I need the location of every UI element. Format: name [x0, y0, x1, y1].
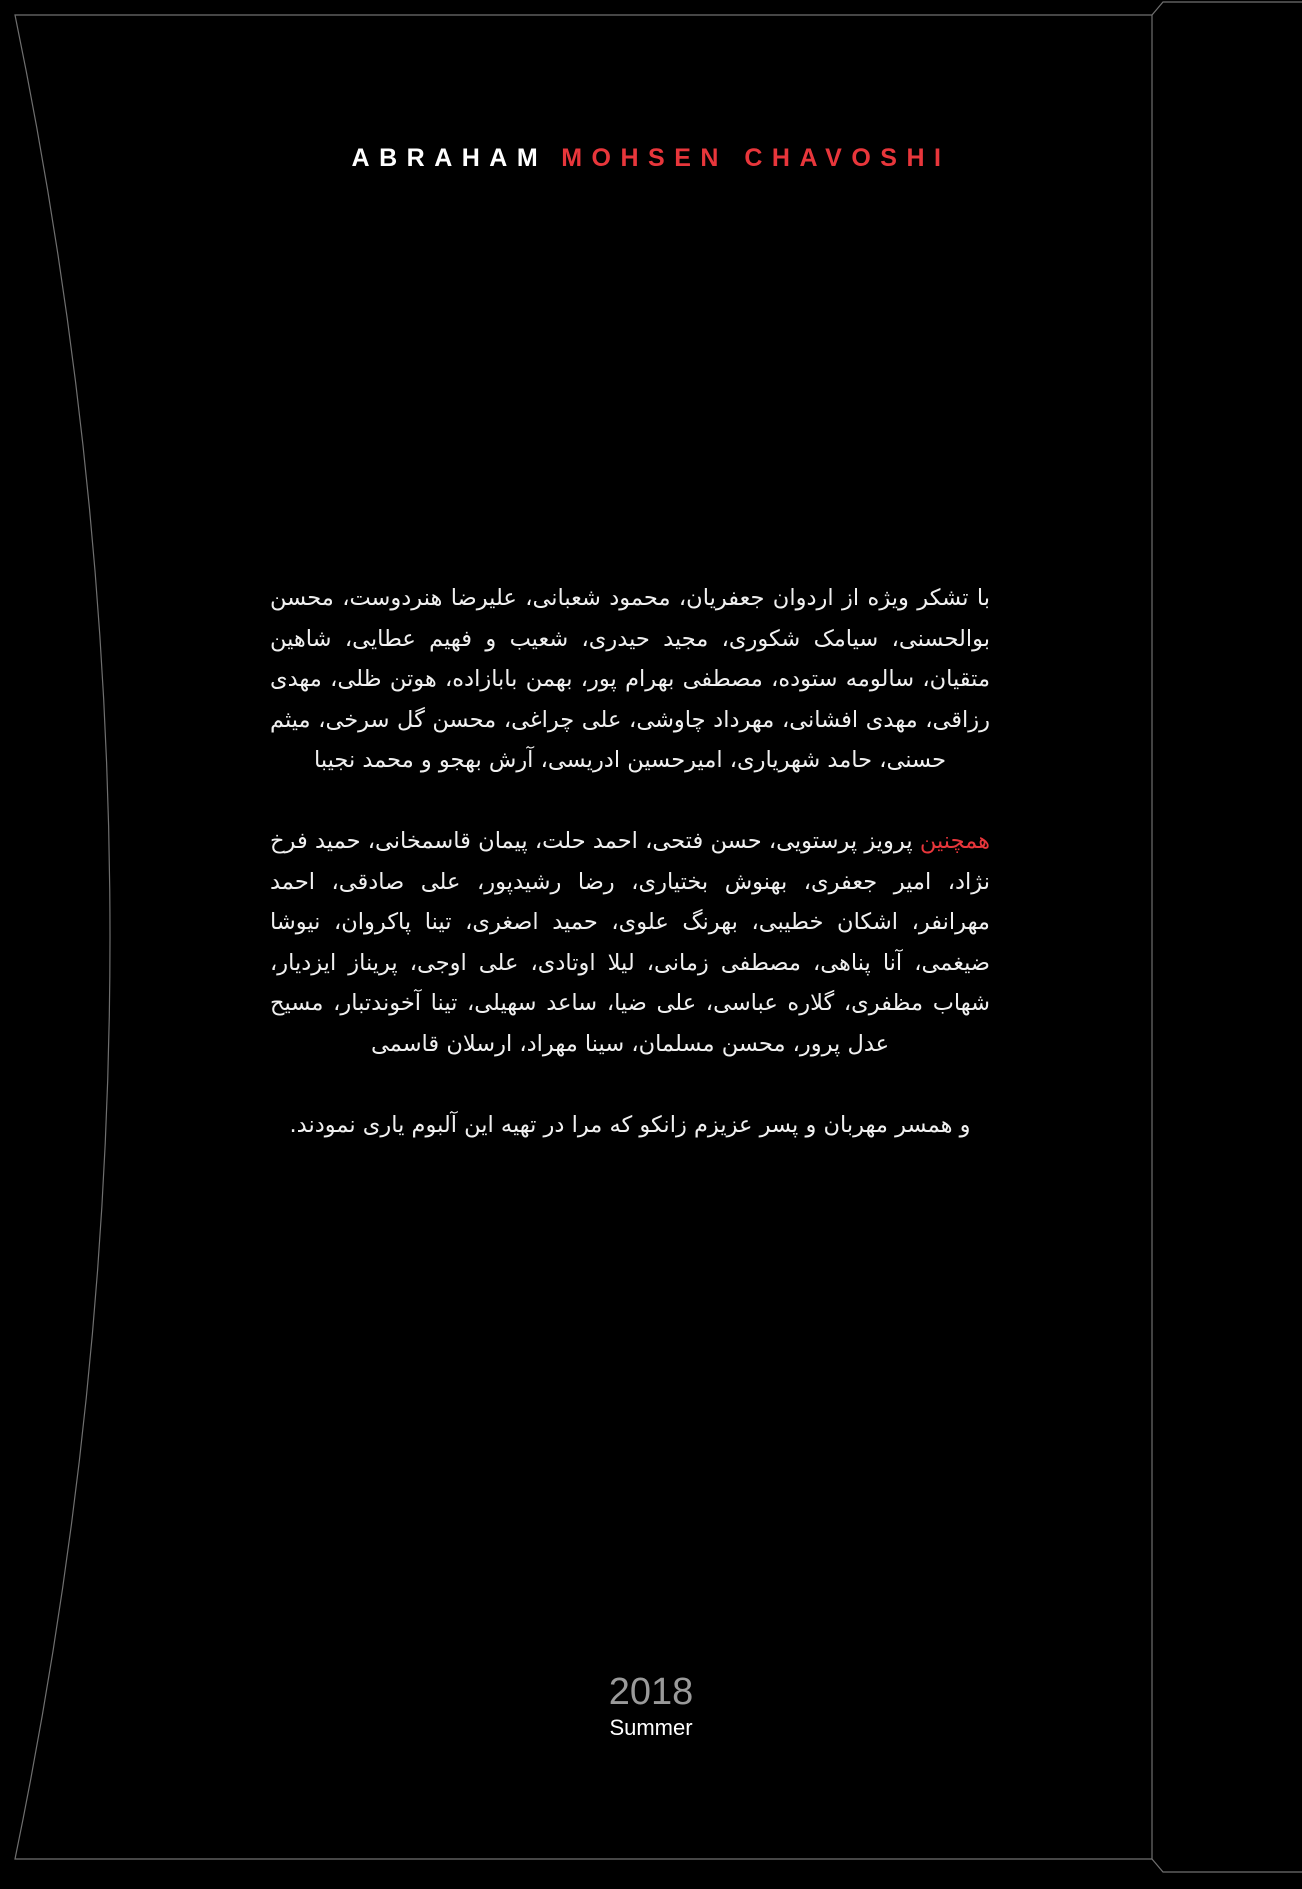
cover-spine-edge-bottom [1152, 1859, 1302, 1872]
cover-spine-edge [1152, 2, 1302, 15]
also-label: همچنین [919, 828, 990, 854]
release-year: 2018 [608, 1671, 694, 1713]
also-thanks-paragraph [270, 821, 990, 1064]
album-heading [0, 144, 1302, 173]
release-date [0, 1670, 1302, 1742]
release-season: Summer [609, 1715, 693, 1740]
artist-name: MOHSEN CHAVOSHI [561, 144, 951, 172]
also-names: پرویز پرستویی، حسن فتحی، احمد حلت، پیمان قاسمخانی، حمید فرخ نژاد، امیر جعفری، بهنوش بختیاری، رضا رشیدپور، علی صادقی، احمد مهرانفر، اشکان خطیبی، بهرنگ علوی، حمید اصغری، تینا پاکروان، نیوشا ضیغمی، آنا پناهی، مصطفی زمانی، لیلا اوتادی، علی اوجی، پریناز ایزدیار، شهاب مظفری، گلاره عباسی، علی ضیا، ساعد سهیلی، تینا آخوندتبار، مسیح عدل پرور، محسن مسلمان، سینا مهراد، ارسلان قاسمی [270, 828, 990, 1057]
family-thanks-paragraph: و همسر مهربان و پسر عزیزم زانکو که مرا در تهیه این آلبوم یاری نمودند. [289, 1111, 971, 1138]
first-name: ABRAHAM [351, 144, 548, 172]
special-thanks-paragraph: با تشکر ویژه از اردوان جعفریان، محمود شعبانی، علیرضا هنردوست، محسن بوالحسنی، سیامک شکوری، مجید حیدری، شعیب و فهیم عطایی، شاهین متقیان، سالومه ستوده، مصطفی بهرام پور، بهمن بابازاده، هوتن ظلی، مهدی رزاقی، مهدی افشانی، مهرداد چاوشی، علی چراغی، محسن گل سرخی، میثم حسنی، حامد شهریاری، امیرحسین ادریسی، آرش بهجو و محمد نجیبا [270, 585, 990, 773]
credits-text [270, 578, 990, 1186]
